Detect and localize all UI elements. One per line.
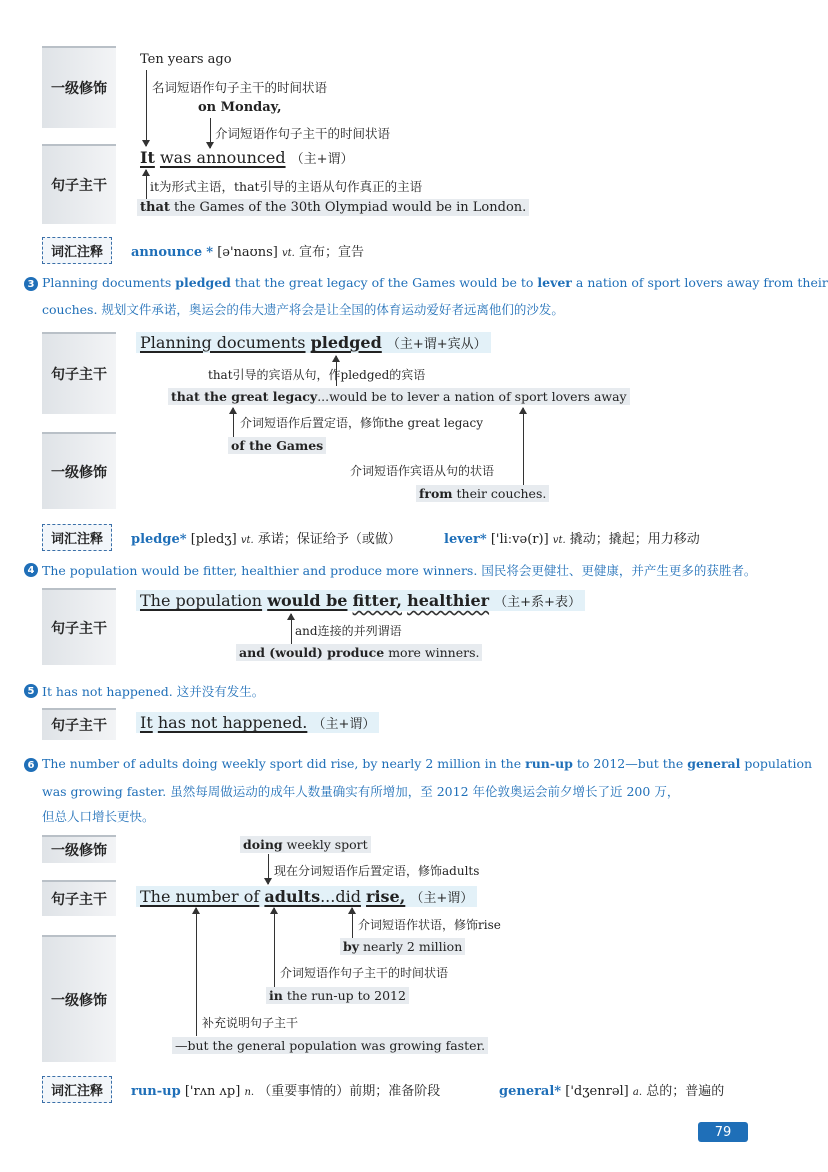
vocab-general: general* ['dʒenrəl] a. 总的；普遍的 xyxy=(499,1084,725,1099)
vocab-tag: 词汇注释 xyxy=(42,524,112,551)
sentence-number: 3 xyxy=(24,277,38,291)
main-clause xyxy=(140,148,354,167)
arrow xyxy=(210,118,211,148)
page-number: 79 xyxy=(698,1122,748,1142)
note-prep-phrase: 介词短语作句子主干的时间状语 xyxy=(215,126,391,141)
that-clause xyxy=(137,199,529,216)
s3-english-line2: couches. 规划文件承诺，奥运会的伟大遗产将会是让全国的体育运动爱好者远离他们的沙发。 xyxy=(42,302,564,317)
s6-note-rise: 介词短语作状语，修饰rise xyxy=(358,918,501,932)
note-formal-subject: it为形式主语，that引导的主语从句作真正的主语 xyxy=(150,179,423,194)
arrow xyxy=(291,614,292,644)
s3-of-the-games: of the Games xyxy=(228,437,326,454)
vocab-run-up: run-up ['rʌn ʌp] n. （重要事情的）前期；准备阶段 xyxy=(131,1084,441,1099)
label-main: 句子主干 xyxy=(42,708,116,740)
label-modifier: 一级修饰 xyxy=(42,432,116,509)
text-ten-years-ago: Ten years ago xyxy=(140,52,232,67)
s3-english-line1: Planning documents pledged that the great legacy of the Games would be to lever a nation of sport lovers away from their xyxy=(42,275,828,290)
vocab-pos: vt. xyxy=(281,248,295,259)
arrow xyxy=(352,908,353,938)
label-modifier: 一级修饰 xyxy=(42,46,116,128)
vocab-phonetic: [ə'naʊns] xyxy=(217,245,278,260)
s6-note-time: 介词短语作句子主干的时间状语 xyxy=(280,966,449,980)
clause-rest: the Games of the 30th Olympiad would be in London. xyxy=(174,200,527,215)
s5-english: It has not happened. 这并没有发生。 xyxy=(42,684,265,699)
s6-by-phrase: by nearly 2 million xyxy=(340,938,465,955)
text-on-monday: on Monday, xyxy=(198,100,282,115)
s6-in-phrase: in the run-up to 2012 xyxy=(266,987,409,1004)
arrow xyxy=(146,170,147,200)
s6-doing-phrase: doing weekly sport xyxy=(240,836,371,853)
s4-and-clause: and (would) produce more winners. xyxy=(236,644,482,661)
vocab-def: 宣布；宣告 xyxy=(298,245,364,260)
s3-that-clause: that the great legacy...would be to lever a nation of sport lovers away xyxy=(168,388,630,405)
label-modifier: 一级修饰 xyxy=(42,935,116,1062)
s3-note-adverbial: 介词短语作宾语从句的状语 xyxy=(350,464,495,478)
arrow xyxy=(274,908,275,988)
vocab-lever: lever* ['liːvə(r)] vt. 撬动；撬起；用力移动 xyxy=(444,532,700,547)
vocab-word: announce xyxy=(131,245,203,260)
word-was-announced: was announced xyxy=(159,148,286,167)
label-main: 句子主干 xyxy=(42,588,116,665)
vocab-announce xyxy=(131,241,364,260)
vocab-pledge: pledge* [pledʒ] vt. 承诺；保证给予（或做） xyxy=(131,532,401,547)
arrow xyxy=(146,70,147,146)
tag: （主+谓） xyxy=(290,152,354,167)
sentence-number: 4 xyxy=(24,563,38,577)
word-it: It xyxy=(140,148,155,167)
s6-english-line1: The number of adults doing weekly sport did rise, by nearly 2 million in the run-up to 2012—but the general population xyxy=(42,756,813,771)
vocab-tag: 词汇注释 xyxy=(42,1076,112,1103)
s6-chinese-line3: 但总人口增长更快。 xyxy=(42,809,155,824)
s4-note: and连接的并列谓语 xyxy=(295,624,402,638)
label-main: 句子主干 xyxy=(42,880,116,916)
vocab-star: * xyxy=(206,245,214,260)
sentence-number: 5 xyxy=(24,684,38,698)
s6-main-clause: The number of adults...did rise, （主+谓） xyxy=(136,886,477,907)
s3-from-phrase: from their couches. xyxy=(416,485,549,502)
s6-note-participle: 现在分词短语作后置定语，修饰adults xyxy=(274,864,480,878)
s4-english: The population would be fitter, healthier and produce more winners. 国民将会更健壮、更健康，并产生更多的获胜者。 xyxy=(42,563,757,578)
vocab-tag: 词汇注释 xyxy=(42,237,112,264)
s3-note-that: that引导的宾语从句，作pledged的宾语 xyxy=(208,368,426,382)
arrow xyxy=(523,408,524,486)
word-that: that xyxy=(140,200,170,215)
s3-note-postmod: 介词短语作后置定语，修饰the great legacy xyxy=(240,416,484,430)
arrow xyxy=(268,854,269,884)
s6-english-line2: was growing faster. 虽然每周做运动的成年人数量确实有所增加，至 2012 年伦敦奥运会前夕增长了近 200 万， xyxy=(42,784,680,799)
arrow xyxy=(196,908,197,1036)
s5-main-clause: It has not happened. （主+谓） xyxy=(136,712,379,733)
sentence-number: 6 xyxy=(24,758,38,772)
label-main: 句子主干 xyxy=(42,332,116,414)
s4-main-clause: The population would be fitter, healthier （主+系+表） xyxy=(136,590,585,611)
arrow xyxy=(233,408,234,438)
s3-main-clause: Planning documents pledged （主+谓+宾从） xyxy=(136,332,491,353)
s6-note-supplement: 补充说明句子主干 xyxy=(202,1016,299,1030)
note-noun-phrase: 名词短语作句子主干的时间状语 xyxy=(152,80,328,95)
label-main: 句子主干 xyxy=(42,144,116,224)
label-modifier: 一级修饰 xyxy=(42,835,116,863)
s6-but-clause: —but the general population was growing faster. xyxy=(172,1037,488,1054)
